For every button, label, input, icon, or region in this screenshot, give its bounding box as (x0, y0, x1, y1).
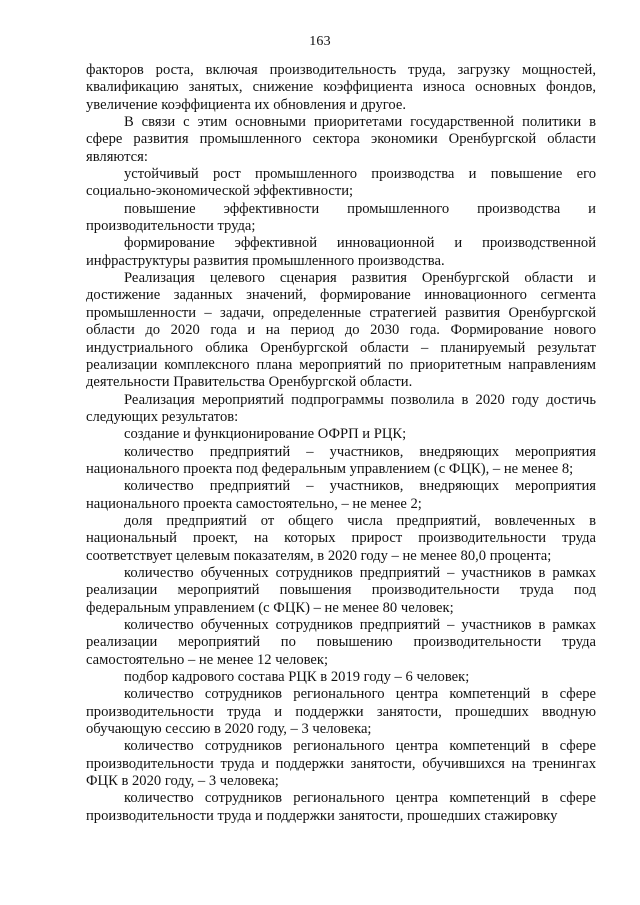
paragraph-priority-2: повышение эффективности промышленного производства и производительности труда; (86, 200, 596, 235)
page-number: 163 (309, 34, 331, 49)
paragraph-results-intro: Реализация мероприятий подпрограммы позволила в 2020 году достичь следующих результатов: (86, 391, 596, 425)
paragraph-result-9: количество сотрудников регионального центра компетенций в сфере производительности труда и поддержки занятости, обучившихся на тренингах ФЦК в 2020 году, – 3 человека; (86, 738, 596, 790)
paragraph-result-8: количество сотрудников регионального центра компетенций в сфере производительности труда и поддержки занятости, прошедших вводную обучающую сессию в 2020 году, – 3 человека; (86, 686, 596, 738)
paragraph-result-5: количество обученных сотрудников предприятий – участников в рамках реализации мероприятий повышения производительности труда под федеральным управлением (с ФЦК) – не менее 80 человек; (86, 564, 596, 616)
paragraph-result-2: количество предприятий – участников, внедряющих мероприятия национального проекта под федеральным управлением (с ФЦК), – не менее 8; (86, 443, 596, 477)
paragraph-target-scenario: Реализация целевого сценария развития Оренбургской области и достижение заданных значений, формирование инновационного сегмента промышленности – задачи, определенные стратегией развития Оренбургской области до 2020 года и на период до 2030 года. Формирование нового индустриального облика Оренбургской области – планируемый результат реализации комплексного плана мероприятий по приоритетным направлениям деятельности Правительства Оренбургской области. (86, 270, 596, 391)
paragraph-result-3: количество предприятий – участников, внедряющих мероприятия национального проекта самостоятельно, – не менее 2; (86, 478, 596, 512)
paragraph-result-6: количество обученных сотрудников предприятий – участников в рамках реализации мероприятий по повышению производительности труда самостоятельно – не менее 12 человек; (86, 617, 596, 668)
paragraph-result-1: создание и функционирование ОФРП и РЦК; (124, 426, 407, 443)
paragraph-priority-1: устойчивый рост промышленного производства и повышение его социально-экономической эффективности; (86, 166, 596, 200)
paragraph-continuation: факторов роста, включая производительность труда, загрузку мощностей, квалификацию занятых, снижение коэффициента износа основных фондов, увеличение коэффициента их обновления и другое. (86, 62, 596, 113)
paragraph-result-7: подбор кадрового состава РЦК в 2019 году – 6 человек; (124, 669, 470, 686)
paragraph-priorities-intro: В связи с этим основными приоритетами государственной политики в сфере развития промышленного сектора экономики Оренбургской области являются: (86, 114, 596, 165)
paragraph-priority-3: формирование эффективной инновационной и производственной инфраструктуры развития промышленного производства. (86, 235, 596, 269)
paragraph-result-10: количество сотрудников регионального центра компетенций в сфере производительности труда и поддержки занятости, прошедших стажировку (86, 790, 596, 824)
body-text (86, 62, 596, 825)
paragraph-result-4: доля предприятий от общего числа предприятий, вовлеченных в национальный проект, на которых прирост производительности труда соответствует целевым показателям, в 2020 году – не менее 80,0 процента; (86, 512, 596, 564)
